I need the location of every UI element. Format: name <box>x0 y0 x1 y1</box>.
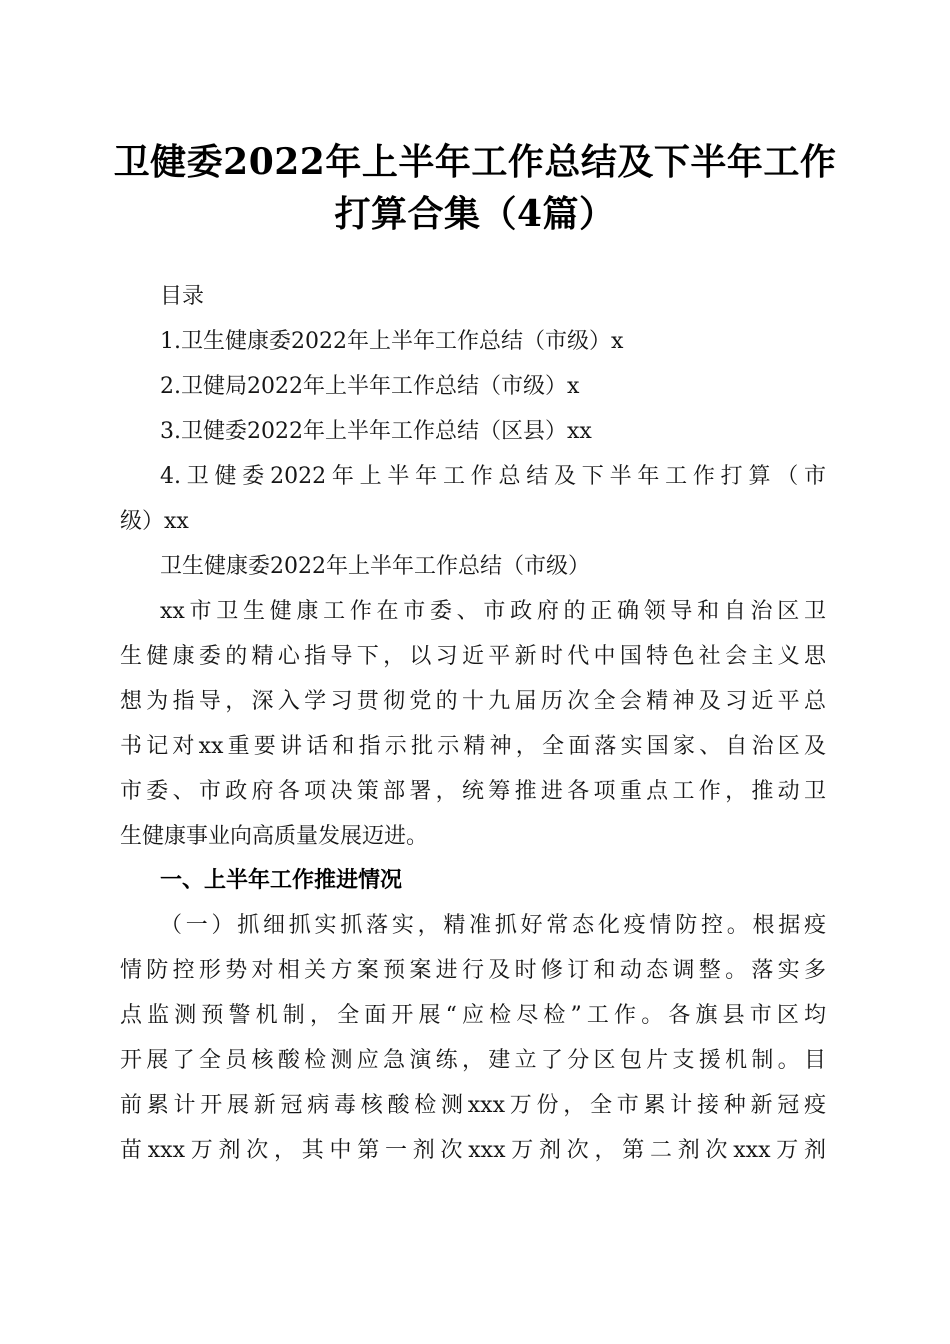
title-line-2: 打算合集（4篇） <box>334 193 616 235</box>
para1-line-6: 苗xxx万剂次，其中第一剂次xxx万剂次，第二剂次xxx万剂 <box>120 1138 826 1163</box>
intro-line-5: 市委、市政府各项决策部署，统筹推进各项重点工作，推动卫 <box>120 779 826 804</box>
intro-line-2: 生健康委的精心指导下，以习近平新时代中国特色社会主义思 <box>120 644 826 669</box>
para1-line-3: 点监测预警机制，全面开展“应检尽检”工作。各旗县市区均 <box>120 1003 826 1028</box>
para1-line-5: 前累计开展新冠病毒核酸检测xxx万份，全市累计接种新冠疫 <box>120 1093 826 1118</box>
toc-item-4: 4.卫健委2022年上半年工作总结及下半年工作打算（市 <box>160 464 826 489</box>
para1-line-4: 开展了全员核酸检测应急演练，建立了分区包片支援机制。目 <box>120 1048 826 1073</box>
toc-item-1: 1.卫生健康委2022年上半年工作总结（市级）x <box>160 329 624 354</box>
document-title <box>100 136 850 240</box>
toc-item-2: 2.卫健局2022年上半年工作总结（市级）x <box>160 374 580 399</box>
para1-line-2: 情防控形势对相关方案预案进行及时修订和动态调整。落实多 <box>120 958 826 983</box>
intro-line-3: 想为指导，深入学习贯彻党的十九届历次全会精神及习近平总 <box>120 689 826 714</box>
para1-line-1: （一）抓细抓实抓落实，精准抓好常态化疫情防控。根据疫 <box>160 913 826 938</box>
intro-line-6: 生健康事业向高质量发展迈进。 <box>120 824 429 849</box>
toc-label: 目录 <box>160 284 205 309</box>
heading-first-half-progress: 一、上半年工作推进情况 <box>160 868 403 893</box>
intro-line-4: 书记对xx重要讲话和指示批示精神，全面落实国家、自治区及 <box>120 734 826 759</box>
intro-line-1: xx市卫生健康工作在市委、市政府的正确领导和自治区卫 <box>160 599 826 624</box>
toc-item-3: 3.卫健委2022年上半年工作总结（区县）xx <box>160 419 592 444</box>
toc-item-4-continued: 级）xx <box>120 509 189 534</box>
section-title: 卫生健康委2022年上半年工作总结（市级） <box>160 554 590 579</box>
title-line-1: 卫健委2022年上半年工作总结及下半年工作 <box>113 141 837 183</box>
